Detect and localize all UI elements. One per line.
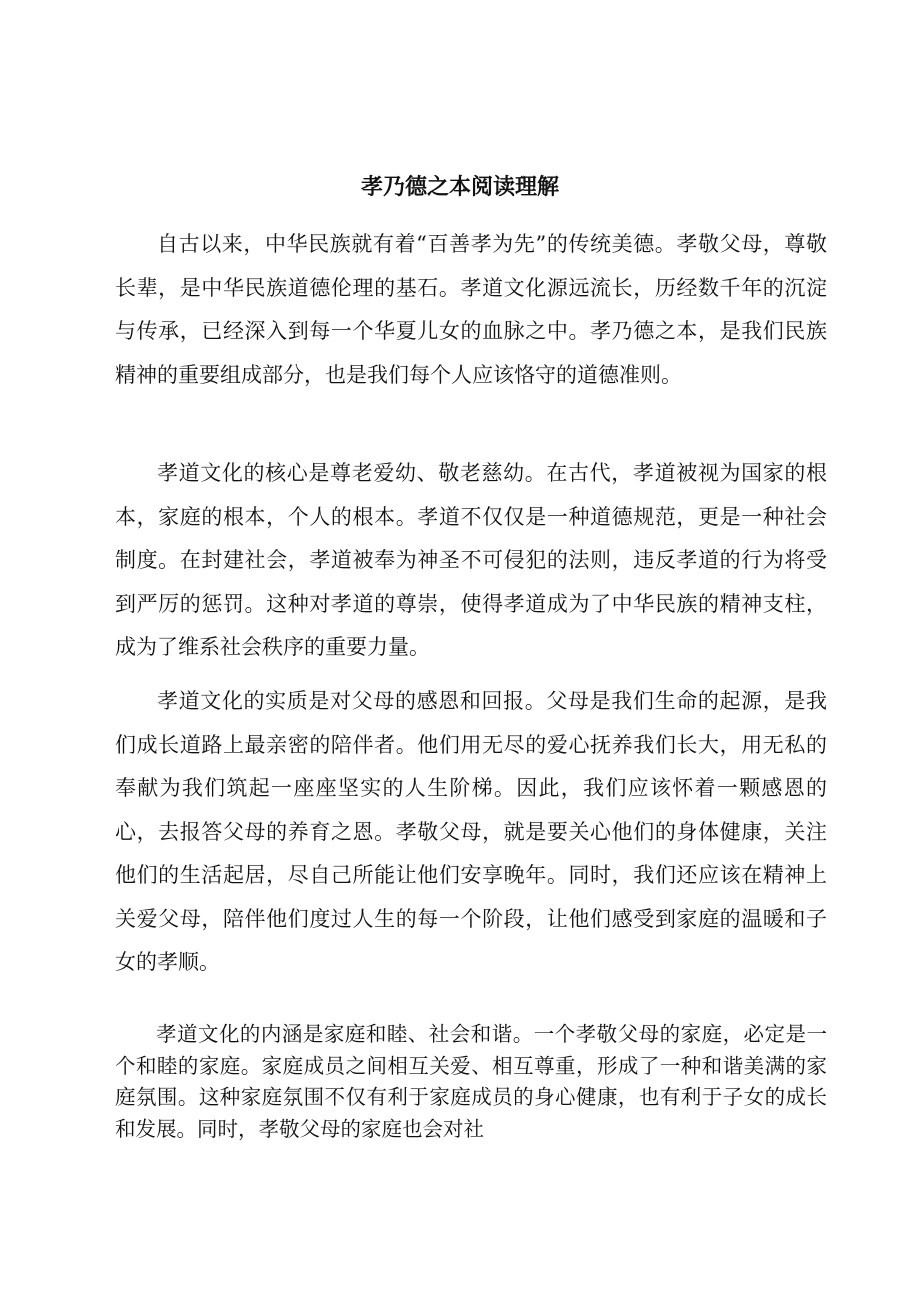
document-title: 孝乃德之本阅读理解 [360, 175, 559, 200]
paragraph-3: 孝道文化的实质是对父母的感恩和回报。父母是我们生命的起源，是我们成长道路上最亲密的陪伴者。他们用无尽的爱心抚养我们长大，用无私的奉献为我们筑起一座座坚实的人生阶梯。因此，我们应该怀着一颗感恩的心，去报答父母的养育之恩。孝敬父母，就是要关心他们的身体健康，关注他们的生活起居，尽自己所能让他们安享晚年。同时，我们还应该在精神上关爱父母，陪伴他们度过人生的每一个阶段，让他们感受到家庭的温暖和子女的孝顺。 [115, 689, 827, 974]
paragraph-4: 孝道文化的内涵是家庭和睦、社会和谐。一个孝敬父母的家庭，必定是一个和睦的家庭。家庭成员之间相互关爱、相互尊重，形成了一种和谐美满的家庭氛围。这种家庭氛围不仅有利于家庭成员的身心健康，也有利于子女的成长和发展。同时，孝敬父母的家庭也会对社 [115, 1022, 827, 1141]
paragraph-1: 自古以来，中华民族就有着“百善孝为先”的传统美德。孝敬父母，尊敬长辈，是中华民族道德伦理的基石。孝道文化源远流长，历经数千年的沉淀与传承，已经深入到每一个华夏儿女的血脉之中。孝乃德之本，是我们民族精神的重要组成部分，也是我们每个人应该恪守的道德准则。 [115, 232, 827, 387]
paragraph-2: 孝道文化的核心是尊老爱幼、敬老慈幼。在古代，孝道被视为国家的根本，家庭的根本，个人的根本。孝道不仅仅是一种道德规范，更是一种社会制度。在封建社会，孝道被奉为神圣不可侵犯的法则，违反孝道的行为将受到严厉的惩罚。这种对孝道的尊崇，使得孝道成为了中华民族的精神支柱，成为了维系社会秩序的重要力量。 [115, 461, 827, 659]
